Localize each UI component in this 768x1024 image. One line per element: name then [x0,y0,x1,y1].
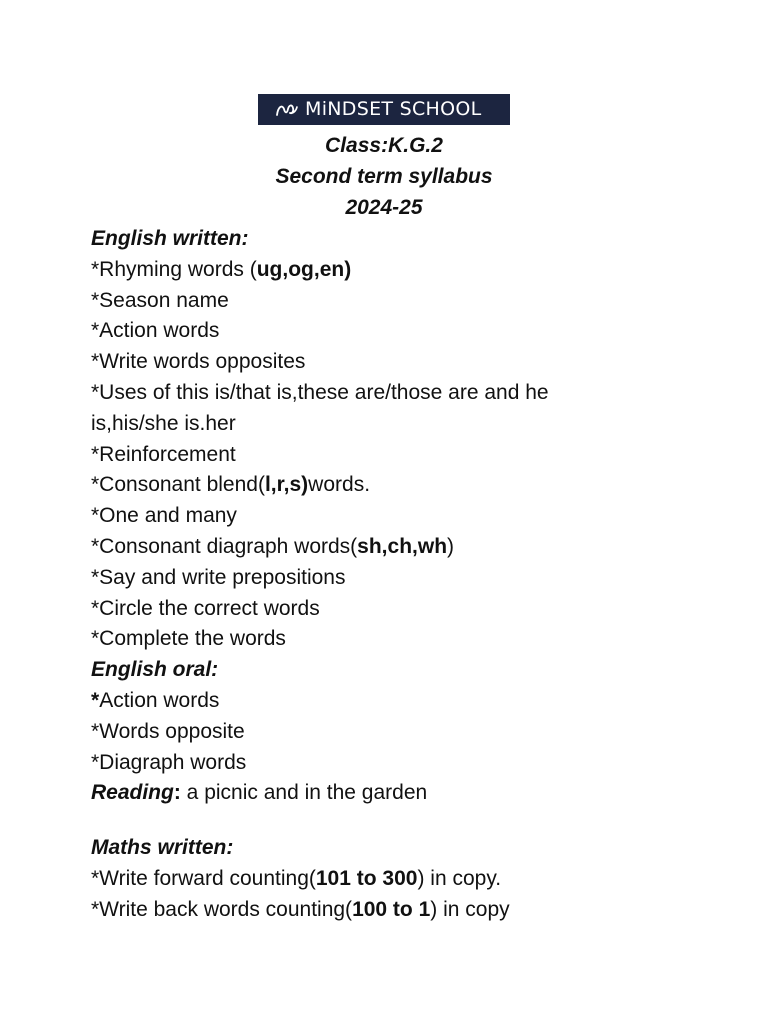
section-spacer [91,809,611,833]
list-item-diagraph: *Consonant diagraph words(sh,ch,wh) [91,534,455,558]
list-item-back-counting: *Write back words counting(100 to 1) in copy [91,897,510,921]
logo-text: MiNDSET SCHOOL [305,98,482,120]
list-item-action: *Action words [91,319,220,343]
mindset-logo-icon [275,101,299,119]
list-item-circle: *Circle the correct words [91,596,320,620]
list-item-blend: *Consonant blend(l,r,s)words. [91,473,371,497]
term-title: Second term syllabus [275,165,493,188]
list-item-oral-action: *Action words [91,688,220,712]
list-item-oral-opposite: *Words opposite [91,719,245,743]
list-item-oral-diagraph: *Diagraph words [91,750,247,774]
list-item-uses: *Uses of this is/that is,these are/those are and he is,his/she is.her [91,380,549,435]
class-title: Class:K.G.2 [325,134,443,157]
list-item-one-many: *One and many [91,504,237,528]
list-item-reinforcement: *Reinforcement [91,442,236,466]
syllabus-content [91,224,611,926]
english-written-heading: English written: [91,227,249,250]
list-item-forward-counting: *Write forward counting(101 to 300) in copy. [91,866,502,890]
list-item-opposites: *Write words opposites [91,350,306,374]
list-item-prepositions: *Say and write prepositions [91,565,346,589]
maths-written-heading: Maths written: [91,836,234,860]
list-item-rhyming: *Rhyming words (ug,og,en) [91,257,352,281]
school-logo [258,94,510,125]
year-title: 2024-25 [345,196,423,219]
list-item-season: *Season name [91,288,229,312]
reading-line: Reading: a picnic and in the garden [91,781,428,805]
english-oral-heading: English oral: [91,658,219,682]
list-item-complete: *Complete the words [91,627,286,651]
